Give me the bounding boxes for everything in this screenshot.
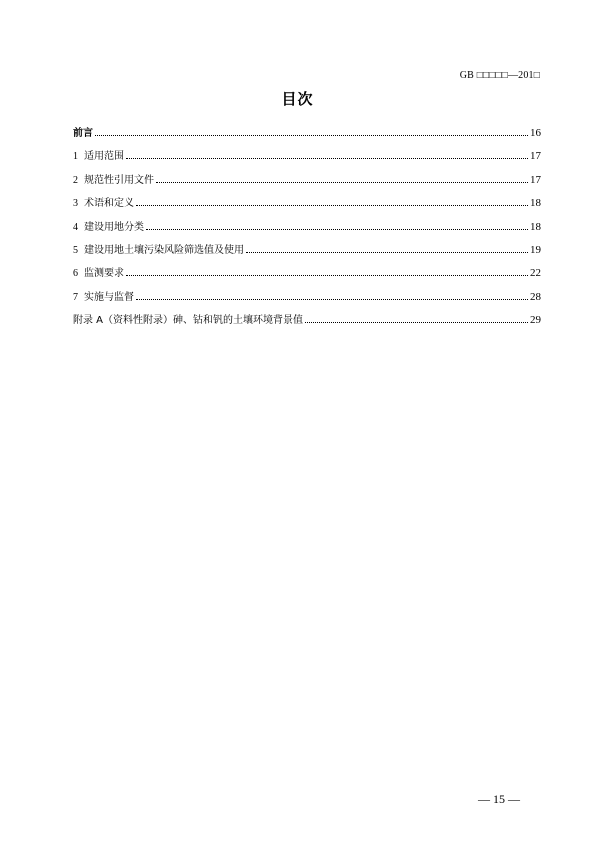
toc-entry-label: 实施与监督 (84, 291, 134, 303)
dot-leader (246, 252, 528, 253)
dot-leader (156, 182, 528, 183)
toc-entry-normative-references[interactable] (73, 173, 541, 196)
toc-entry-land-classification[interactable] (73, 220, 541, 243)
toc-entry-number: 7 (73, 291, 78, 303)
toc-entry-appendix-a[interactable] (73, 313, 541, 336)
toc-entry-label: 建设用地分类 (84, 221, 144, 233)
toc-entry-number: 6 (73, 268, 78, 280)
toc-entry-number: 3 (73, 198, 78, 210)
toc-entry-label: 规范性引用文件 (84, 174, 154, 186)
toc-page-number: 19 (530, 243, 541, 256)
dot-leader (146, 229, 528, 230)
toc-page-number: 22 (530, 267, 541, 280)
toc-entry-label: 建设用地土壤污染风险筛选值及使用 (84, 244, 244, 256)
standard-code: GB □□□□□—201□ (459, 70, 540, 81)
toc-entry-screening-values[interactable] (73, 243, 541, 266)
toc-page-number: 18 (530, 220, 541, 233)
toc-entry-label: 监测要求 (84, 268, 124, 280)
toc-entry-foreword[interactable] (73, 126, 541, 149)
toc-entry-scope[interactable] (73, 149, 541, 172)
toc-entry-number: 5 (73, 244, 78, 256)
dot-leader (95, 135, 528, 136)
toc-entry-number: 2 (73, 174, 78, 186)
toc-page-number: 29 (530, 314, 541, 327)
toc-entry-label: 前言 (73, 128, 93, 139)
toc-page-number: 17 (530, 150, 541, 163)
toc-page-number: 17 (530, 173, 541, 186)
page-number-footer: — 15 — (478, 792, 520, 806)
page-title: 目次 (281, 90, 314, 108)
table-of-contents (73, 126, 541, 337)
toc-entry-monitoring[interactable] (73, 266, 541, 289)
dot-leader (126, 158, 528, 159)
toc-entry-number: 1 (73, 151, 78, 163)
toc-page-number: 28 (530, 290, 541, 303)
dot-leader (305, 322, 528, 323)
dot-leader (136, 299, 528, 300)
toc-entry-number: 4 (73, 221, 78, 233)
toc-entry-terms-definitions[interactable] (73, 196, 541, 219)
toc-entry-label: 适用范围 (84, 151, 124, 163)
toc-page-number: 16 (530, 127, 541, 139)
toc-entry-implementation[interactable] (73, 290, 541, 313)
toc-entry-label: 术语和定义 (84, 198, 134, 210)
dot-leader (136, 205, 528, 206)
toc-entry-label: 附录 A（资料性附录）砷、钴和钒的土壤环境背景值 (73, 315, 304, 327)
dot-leader (126, 275, 528, 276)
toc-page-number: 18 (530, 197, 541, 210)
